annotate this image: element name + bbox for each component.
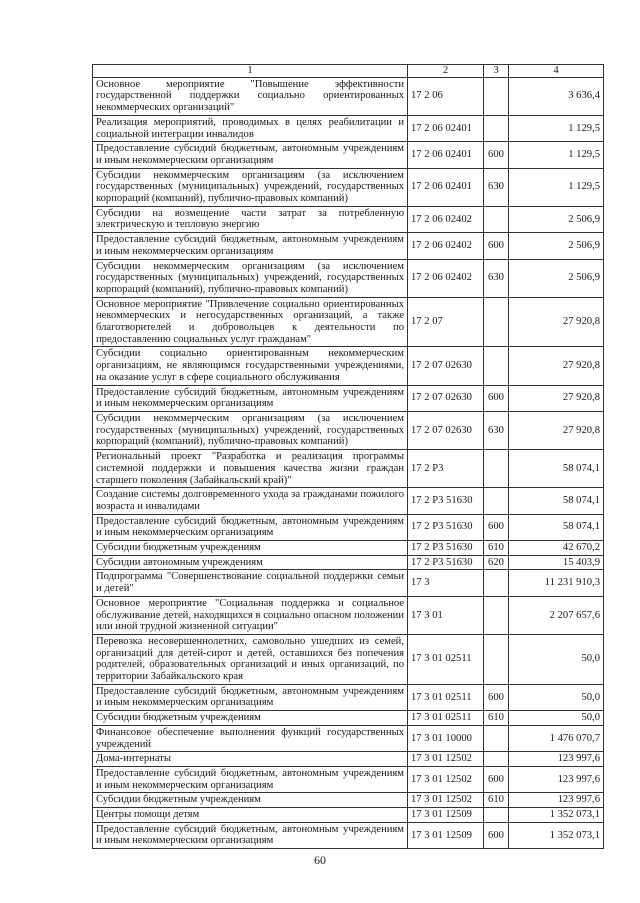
row-type-cell <box>484 450 509 488</box>
row-code-cell: 17 2 P3 51630 <box>408 555 484 570</box>
table-row <box>93 725 604 751</box>
row-name-cell: Дома-интернаты <box>93 752 408 767</box>
row-code-cell: 17 2 07 02630 <box>408 347 484 385</box>
row-type-cell: 610 <box>484 541 509 556</box>
row-code-cell: 17 2 06 02401 <box>408 168 484 206</box>
row-code-cell: 17 2 06 02401 <box>408 142 484 168</box>
row-code-cell: 17 3 01 02511 <box>408 711 484 726</box>
row-type-cell: 600 <box>484 142 509 168</box>
row-type-cell: 620 <box>484 555 509 570</box>
row-type-cell <box>484 725 509 751</box>
row-code-cell: 17 3 01 02511 <box>408 684 484 710</box>
row-name-cell: Финансовое обеспечение выполнения функций государственных учреждений <box>93 725 408 751</box>
row-amount-cell: 1 129,5 <box>509 115 604 141</box>
row-amount-cell: 27 920,8 <box>509 297 604 347</box>
row-amount-cell: 50,0 <box>509 634 604 684</box>
table-row <box>93 411 604 449</box>
row-code-cell: 17 3 01 12502 <box>408 752 484 767</box>
row-amount-cell: 1 352 073,1 <box>509 822 604 848</box>
row-code-cell: 17 2 07 <box>408 297 484 347</box>
table-row <box>93 634 604 684</box>
row-code-cell: 17 2 P3 <box>408 450 484 488</box>
row-name-cell: Предоставление субсидий бюджетным, автономным учреждениям и иным некоммерческим организациям <box>93 514 408 540</box>
row-type-cell <box>484 77 509 115</box>
row-type-cell: 600 <box>484 233 509 259</box>
table-row <box>93 514 604 540</box>
row-type-cell <box>484 570 509 596</box>
table-row <box>93 752 604 767</box>
row-amount-cell: 2 207 657,6 <box>509 596 604 634</box>
row-code-cell: 17 2 06 02401 <box>408 115 484 141</box>
row-type-cell <box>484 347 509 385</box>
table-row <box>93 233 604 259</box>
row-name-cell: Субсидии некоммерческим организациям (за исключением государственных (муниципальных) учреждений, государственных корпораций (компаний), публично-правовых компаний) <box>93 259 408 297</box>
table-row <box>93 77 604 115</box>
row-name-cell: Предоставление субсидий бюджетным, автономным учреждениям и иным некоммерческим организациям <box>93 385 408 411</box>
row-name-cell: Субсидии социально ориентированным некоммерческим организациям, не являющимся государственными учреждениями, на оказание услуг в сфере социального обслуживания <box>93 347 408 385</box>
row-code-cell: 17 2 P3 51630 <box>408 488 484 514</box>
table-body <box>93 65 604 849</box>
row-amount-cell: 58 074,1 <box>509 514 604 540</box>
row-amount-cell: 123 997,6 <box>509 752 604 767</box>
table-row <box>93 793 604 808</box>
row-type-cell <box>484 634 509 684</box>
table-row <box>93 711 604 726</box>
row-code-cell: 17 3 01 02511 <box>408 634 484 684</box>
table-row <box>93 684 604 710</box>
row-code-cell: 17 2 06 <box>408 77 484 115</box>
row-code-cell: 17 2 P3 51630 <box>408 541 484 556</box>
table-row <box>93 168 604 206</box>
table-row <box>93 115 604 141</box>
table-row <box>93 541 604 556</box>
row-code-cell: 17 3 01 12502 <box>408 766 484 792</box>
table-row <box>93 142 604 168</box>
row-code-cell: 17 2 06 02402 <box>408 233 484 259</box>
table-row <box>93 297 604 347</box>
row-name-cell: Создание системы долговременного ухода за гражданами пожилого возраста и инвалидами <box>93 488 408 514</box>
row-type-cell <box>484 115 509 141</box>
page-number: 60 <box>314 853 326 867</box>
table-row <box>93 596 604 634</box>
table-row <box>93 450 604 488</box>
row-amount-cell: 27 920,8 <box>509 347 604 385</box>
row-code-cell: 17 3 01 <box>408 596 484 634</box>
row-code-cell: 17 2 06 02402 <box>408 206 484 232</box>
row-amount-cell: 58 074,1 <box>509 488 604 514</box>
row-code-cell: 17 2 P3 51630 <box>408 514 484 540</box>
row-type-cell <box>484 206 509 232</box>
row-code-cell: 17 3 01 12502 <box>408 793 484 808</box>
row-type-cell: 610 <box>484 711 509 726</box>
row-amount-cell: 27 920,8 <box>509 411 604 449</box>
table-row <box>93 206 604 232</box>
table-row <box>93 385 604 411</box>
row-name-cell: Предоставление субсидий бюджетным, автономным учреждениям и иным некоммерческим организациям <box>93 142 408 168</box>
row-name-cell: Субсидии некоммерческим организациям (за исключением государственных (муниципальных) учреждений, государственных корпораций (компаний), публично-правовых компаний) <box>93 168 408 206</box>
row-name-cell: Центры помощи детям <box>93 808 408 823</box>
row-amount-cell: 1 129,5 <box>509 168 604 206</box>
row-type-cell: 600 <box>484 766 509 792</box>
table-row <box>93 259 604 297</box>
header-col-4: 4 <box>509 65 604 78</box>
row-type-cell <box>484 488 509 514</box>
row-code-cell: 17 3 01 12509 <box>408 822 484 848</box>
table-row <box>93 488 604 514</box>
row-amount-cell: 50,0 <box>509 711 604 726</box>
table-row <box>93 555 604 570</box>
row-amount-cell: 58 074,1 <box>509 450 604 488</box>
row-type-cell <box>484 808 509 823</box>
row-name-cell: Подпрограмма "Совершенствование социальной поддержки семьи и детей" <box>93 570 408 596</box>
header-row <box>93 65 604 78</box>
row-name-cell: Предоставление субсидий бюджетным, автономным учреждениям и иным некоммерческим организациям <box>93 822 408 848</box>
row-amount-cell: 123 997,6 <box>509 766 604 792</box>
table-row <box>93 808 604 823</box>
row-name-cell: Основное мероприятие "Повышение эффективности государственной поддержки социально ориентированных некоммерческих организаций" <box>93 77 408 115</box>
row-amount-cell: 42 670,2 <box>509 541 604 556</box>
row-type-cell: 600 <box>484 385 509 411</box>
row-amount-cell: 2 506,9 <box>509 233 604 259</box>
row-name-cell: Субсидии автономным учреждениям <box>93 555 408 570</box>
row-amount-cell: 27 920,8 <box>509 385 604 411</box>
row-type-cell: 630 <box>484 411 509 449</box>
row-type-cell: 630 <box>484 259 509 297</box>
table-row <box>93 822 604 848</box>
row-amount-cell: 1 476 070,7 <box>509 725 604 751</box>
row-name-cell: Предоставление субсидий бюджетным, автономным учреждениям и иным некоммерческим организациям <box>93 766 408 792</box>
table-row <box>93 347 604 385</box>
header-col-3: 3 <box>484 65 509 78</box>
row-amount-cell: 15 403,9 <box>509 555 604 570</box>
row-type-cell: 600 <box>484 822 509 848</box>
row-amount-cell: 123 997,6 <box>509 793 604 808</box>
row-code-cell: 17 2 07 02630 <box>408 411 484 449</box>
header-col-2: 2 <box>408 65 484 78</box>
row-amount-cell: 2 506,9 <box>509 206 604 232</box>
table-row <box>93 766 604 792</box>
row-type-cell: 610 <box>484 793 509 808</box>
row-type-cell: 600 <box>484 514 509 540</box>
row-name-cell: Субсидии некоммерческим организациям (за исключением государственных (муниципальных) учреждений, государственных корпораций (компаний), публично-правовых компаний) <box>93 411 408 449</box>
row-amount-cell: 11 231 910,3 <box>509 570 604 596</box>
row-name-cell: Предоставление субсидий бюджетным, автономным учреждениям и иным некоммерческим организациям <box>93 233 408 259</box>
row-name-cell: Предоставление субсидий бюджетным, автономным учреждениям и иным некоммерческим организациям <box>93 684 408 710</box>
row-type-cell <box>484 297 509 347</box>
row-type-cell: 630 <box>484 168 509 206</box>
row-name-cell: Основное мероприятие "Социальная поддержка и социальное обслуживание детей, находящихся в социально опасном положении или иной трудной жизненной ситуации" <box>93 596 408 634</box>
row-amount-cell: 1 352 073,1 <box>509 808 604 823</box>
row-code-cell: 17 3 01 12509 <box>408 808 484 823</box>
budget-table <box>92 64 604 849</box>
row-amount-cell: 2 506,9 <box>509 259 604 297</box>
row-type-cell <box>484 596 509 634</box>
row-name-cell: Субсидии на возмещение части затрат за потребленную электрическую и тепловую энергию <box>93 206 408 232</box>
row-type-cell <box>484 752 509 767</box>
row-code-cell: 17 3 01 10000 <box>408 725 484 751</box>
row-type-cell: 600 <box>484 684 509 710</box>
row-amount-cell: 50,0 <box>509 684 604 710</box>
row-name-cell: Региональный проект "Разработка и реализация программы системной поддержки и повышения качества жизни граждан старшего поколения (Забайкальский край)" <box>93 450 408 488</box>
row-name-cell: Основное мероприятие "Привлечение социально ориентированных некоммерческих и негосударственных организаций, а также благотворителей и добровольцев к деятельности по предоставлению социальных услуг гражданам" <box>93 297 408 347</box>
row-name-cell: Реализация мероприятий, проводимых в целях реабилитации и социальной интеграции инвалидов <box>93 115 408 141</box>
row-name-cell: Субсидии бюджетным учреждениям <box>93 793 408 808</box>
row-amount-cell: 1 129,5 <box>509 142 604 168</box>
row-name-cell: Перевозка несовершеннолетних, самовольно ушедших из семей, организаций для детей-сирот и детей, оставшихся без попечения родителей, образовательных организаций и иных организаций, по территории Забайкальского края <box>93 634 408 684</box>
table-row <box>93 570 604 596</box>
row-code-cell: 17 2 07 02630 <box>408 385 484 411</box>
row-code-cell: 17 2 06 02402 <box>408 259 484 297</box>
row-name-cell: Субсидии бюджетным учреждениям <box>93 711 408 726</box>
row-code-cell: 17 3 <box>408 570 484 596</box>
row-name-cell: Субсидии бюджетным учреждениям <box>93 541 408 556</box>
header-col-1: 1 <box>93 65 408 78</box>
row-amount-cell: 3 636,4 <box>509 77 604 115</box>
